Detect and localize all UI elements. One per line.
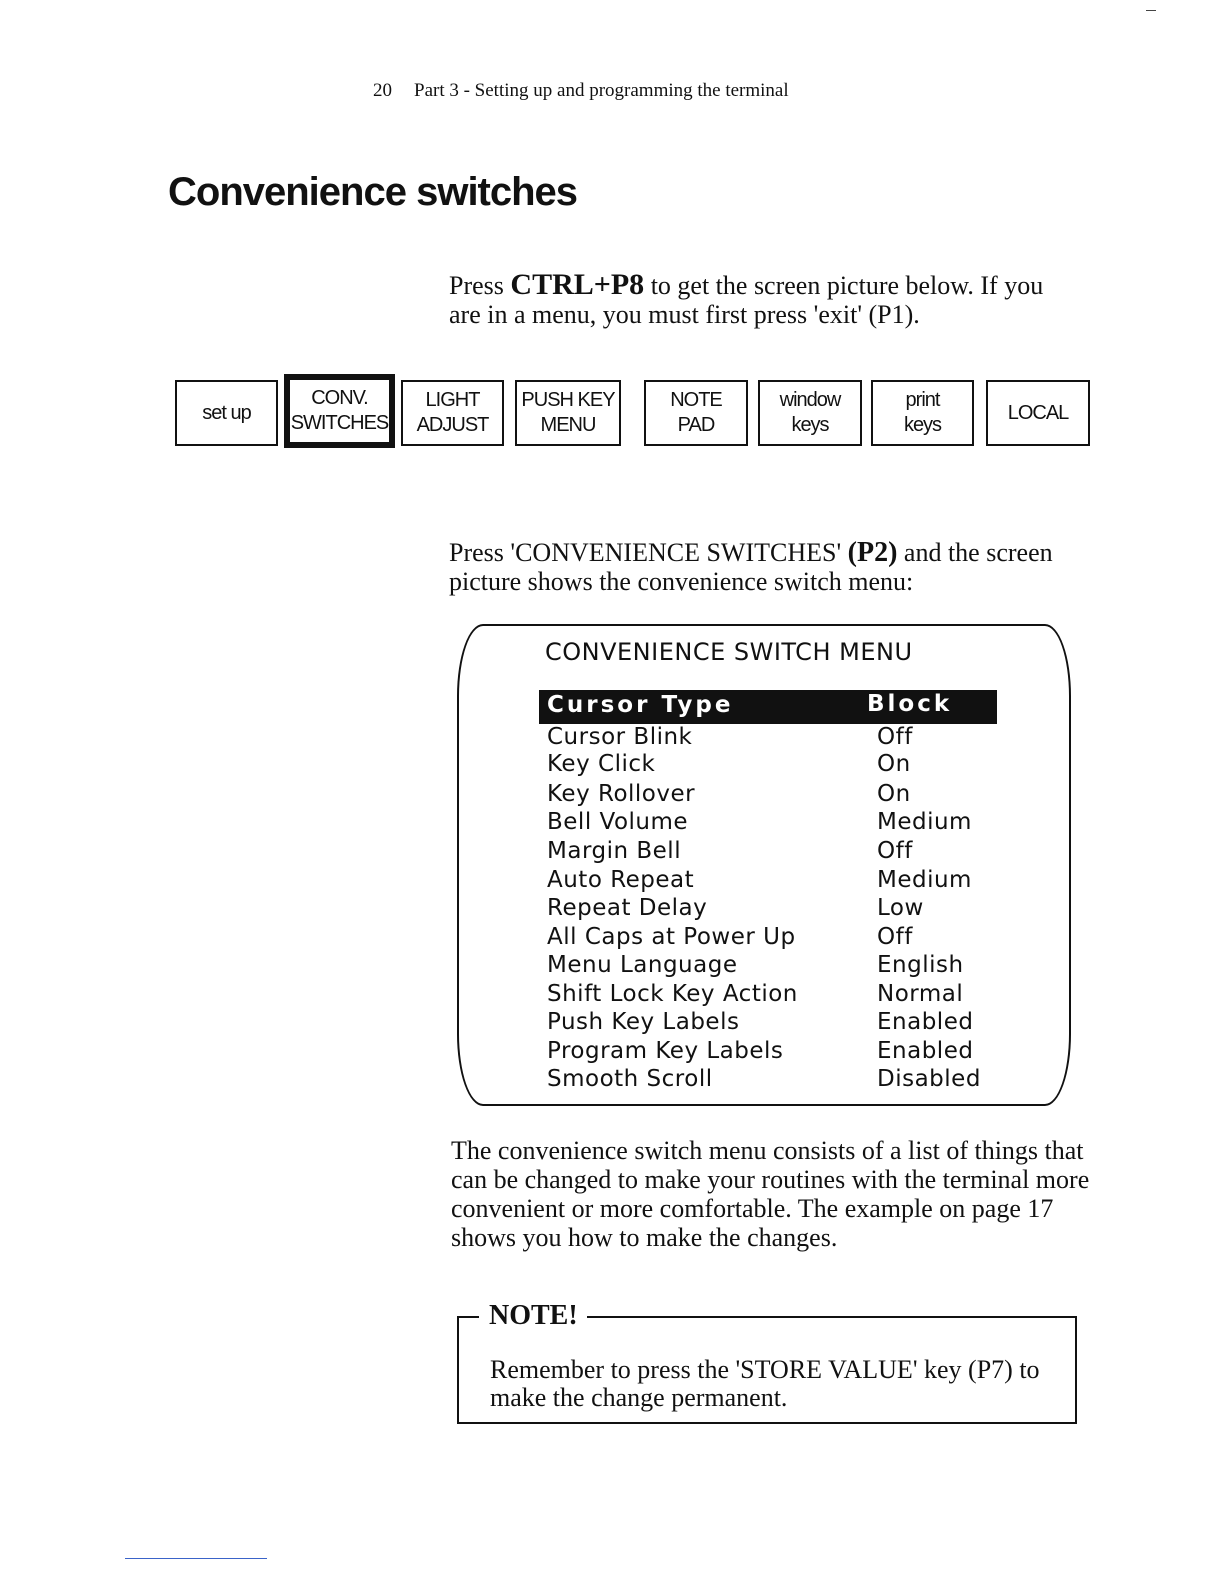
- menu-row-label: Program Key Labels: [547, 1038, 784, 1064]
- menu-row[interactable]: [539, 809, 997, 838]
- menu-row-value: Medium: [877, 809, 972, 835]
- softkey-label: keys: [903, 414, 942, 436]
- menu-row[interactable]: [539, 895, 997, 924]
- note-label: NOTE!: [489, 1300, 578, 1331]
- section-title: Part 3 - Setting up and programming the terminal: [414, 80, 789, 101]
- menu-row[interactable]: [539, 724, 997, 753]
- menu-row-label: Push Key Labels: [547, 1009, 740, 1035]
- menu-row-value: Off: [877, 924, 913, 950]
- menu-row-label: Menu Language: [547, 952, 738, 978]
- menu-row[interactable]: [539, 1038, 997, 1067]
- menu-row-label: All Caps at Power Up: [547, 924, 796, 950]
- menu-row[interactable]: [539, 924, 997, 953]
- instruction-text-after: and the screen picture shows the convenience switch menu:: [449, 538, 1053, 596]
- menu-row[interactable]: [539, 1066, 997, 1095]
- softkey-push-key-menu[interactable]: [515, 380, 621, 446]
- menu-row-label: Repeat Delay: [547, 895, 708, 921]
- convenience-switch-menu: [457, 624, 1071, 1106]
- note-rule-left: [457, 1316, 479, 1318]
- softkey-label: print: [905, 389, 940, 411]
- page-number: 20: [373, 80, 392, 101]
- menu-title: CONVENIENCE SWITCH MENU: [545, 638, 913, 666]
- menu-row-value: Enabled: [877, 1009, 974, 1035]
- note-box: [457, 1300, 1077, 1424]
- p2-keycap: (P2): [847, 537, 898, 568]
- description-paragraph: The convenience switch menu consists of a list of things that can be changed to make your routines with the terminal more convenient or more comfortable. The example on page 17 shows you how to make the changes.: [451, 1136, 1090, 1252]
- softkey-print-keys[interactable]: [871, 380, 974, 446]
- softkey-local[interactable]: [986, 380, 1090, 446]
- softkey-label: SWITCHES: [290, 412, 389, 434]
- menu-row-label: Smooth Scroll: [547, 1066, 713, 1092]
- footnote-rule: [125, 1558, 267, 1559]
- softkey-label: LOCAL: [1007, 401, 1069, 424]
- softkey-label: PUSH KEY: [521, 389, 615, 411]
- menu-row[interactable]: [539, 838, 997, 867]
- menu-row-value: English: [877, 952, 964, 978]
- menu-row[interactable]: [539, 952, 997, 981]
- menu-row-label: Key Rollover: [547, 781, 696, 807]
- softkey-label: CONV.: [311, 387, 368, 409]
- menu-row[interactable]: [539, 981, 997, 1010]
- note-text: Remember to press the 'STORE VALUE' key (P7) to make the change permanent.: [490, 1355, 1040, 1412]
- menu-row-value: Off: [877, 724, 913, 750]
- menu-row-label: Margin Bell: [547, 838, 682, 864]
- softkey-light-adjust[interactable]: [401, 380, 504, 446]
- menu-row-value: On: [877, 781, 911, 807]
- soft-key-row: [175, 378, 1090, 448]
- page-title: Convenience switches: [168, 170, 578, 214]
- intro-text-after: to get the screen picture below. If you are in a menu, you must first press 'exit' (P1).: [449, 271, 1044, 329]
- softkey-label: LIGHT: [425, 389, 480, 411]
- softkey-note-pad[interactable]: [644, 380, 748, 446]
- softkey-label: ADJUST: [416, 414, 489, 436]
- softkey-label: MENU: [540, 414, 596, 436]
- menu-row-value: Low: [877, 895, 924, 921]
- menu-row[interactable]: [539, 781, 997, 810]
- menu-row-label: Auto Repeat: [547, 867, 695, 893]
- menu-row[interactable]: [539, 867, 997, 896]
- instruction-paragraph: [449, 538, 1069, 596]
- intro-text-before: Press: [449, 271, 511, 300]
- softkey-label: PAD: [677, 414, 715, 436]
- instruction-text-before: Press 'CONVENIENCE SWITCHES': [449, 538, 848, 567]
- menu-row-value: Medium: [877, 867, 972, 893]
- page-corner-mark: [1146, 10, 1156, 11]
- menu-row-label: Key Click: [547, 751, 656, 777]
- menu-row-value: Disabled: [877, 1066, 981, 1092]
- menu-row-value: Enabled: [877, 1038, 974, 1064]
- menu-row-value: Normal: [877, 981, 964, 1007]
- menu-row-value: Block: [867, 691, 953, 717]
- menu-row[interactable]: [539, 751, 997, 780]
- menu-row-value: On: [877, 751, 911, 777]
- menu-row-value: Off: [877, 838, 913, 864]
- menu-row[interactable]: [539, 1009, 997, 1038]
- menu-row-label: Cursor Blink: [547, 724, 693, 750]
- softkey-label: keys: [791, 414, 829, 436]
- menu-row-selected[interactable]: [539, 690, 997, 724]
- running-header: [373, 80, 789, 102]
- softkey-window-keys[interactable]: [758, 380, 862, 446]
- note-rule-right: [587, 1316, 1077, 1318]
- softkey-label: window: [779, 389, 841, 411]
- menu-row-label: Cursor Type: [547, 692, 734, 718]
- softkey-label: NOTE: [670, 389, 722, 411]
- ctrl-p8-keycap: CTRL+P8: [510, 268, 645, 301]
- softkey-conv-switches[interactable]: [284, 374, 395, 448]
- intro-paragraph: [449, 270, 1069, 329]
- menu-row-label: Shift Lock Key Action: [547, 981, 798, 1007]
- softkey-label: set up: [202, 401, 251, 424]
- softkey-setup[interactable]: [175, 380, 278, 446]
- menu-row-label: Bell Volume: [547, 809, 689, 835]
